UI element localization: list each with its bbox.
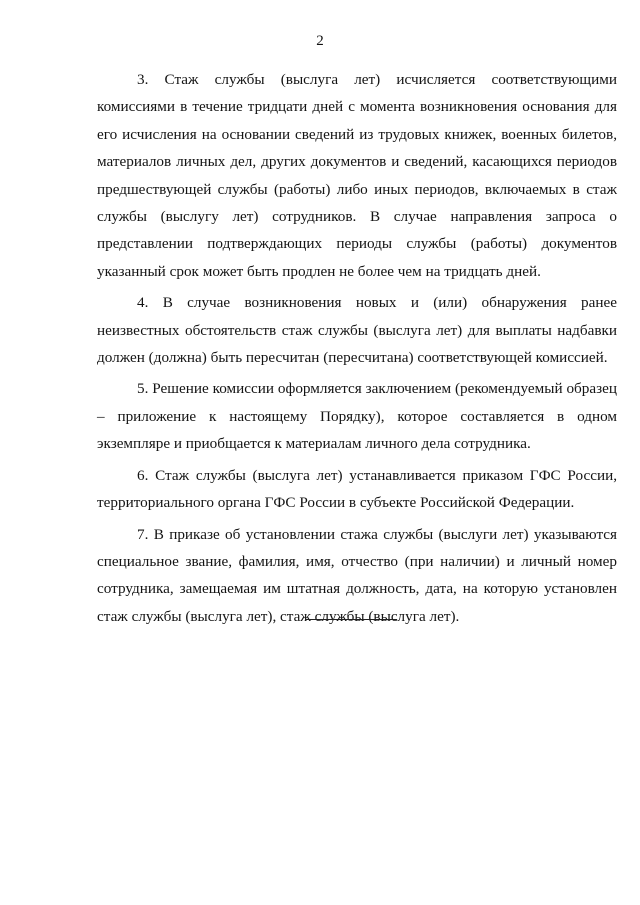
paragraph-6: 6. Стаж службы (выслуга лет) устанавливается приказом ГФС России, территориального органа ГФС России в субъекте Российской Федерации. — [97, 466, 617, 512]
paragraph-5: 5. Решение комиссии оформляется заключением (рекомендуемый образец – приложение к настоящему Порядку), которое составляется в одном экземпляре и приобщается к материалам личного дела сотрудника. — [97, 380, 617, 453]
paragraph-3: 3. Стаж службы (выслуга лет) исчисляется соответствующими комиссиями в течение тридцати дней с момента возникновения основания для его исчисления на основании сведений из трудовых книжек, военных билетов, материалов личных дел, других документов и сведений, касающихся периодов предшествующей службы (работы) либо иных периодов, включаемых в стаж службы (выслугу лет) сотрудников. В случае направления запроса о представлении подтверждающих периоды службы (работы) документов указанный срок может быть продлен не более чем на тридцать дней. — [97, 71, 617, 280]
end-separator-line — [305, 619, 397, 620]
paragraph-4: 4. В случае возникновения новых и (или) обнаружения ранее неизвестных обстоятельств стаж службы (выслуга лет) для выплаты надбавки должен (должна) быть пересчитан (пересчитана) соответствующей комиссией. — [97, 294, 617, 367]
paragraph-7: 7. В приказе об установлении стажа службы (выслуги лет) указываются специальное звание, фамилия, имя, отчество (при наличии) и личный номер сотрудника, замещаемая им штатная должность, дата, на которую установлен стаж службы (выслуга лет), стаж службы (выслуга лет). — [97, 525, 617, 625]
document-body — [97, 66, 617, 634]
page-number: 2 — [316, 33, 324, 49]
